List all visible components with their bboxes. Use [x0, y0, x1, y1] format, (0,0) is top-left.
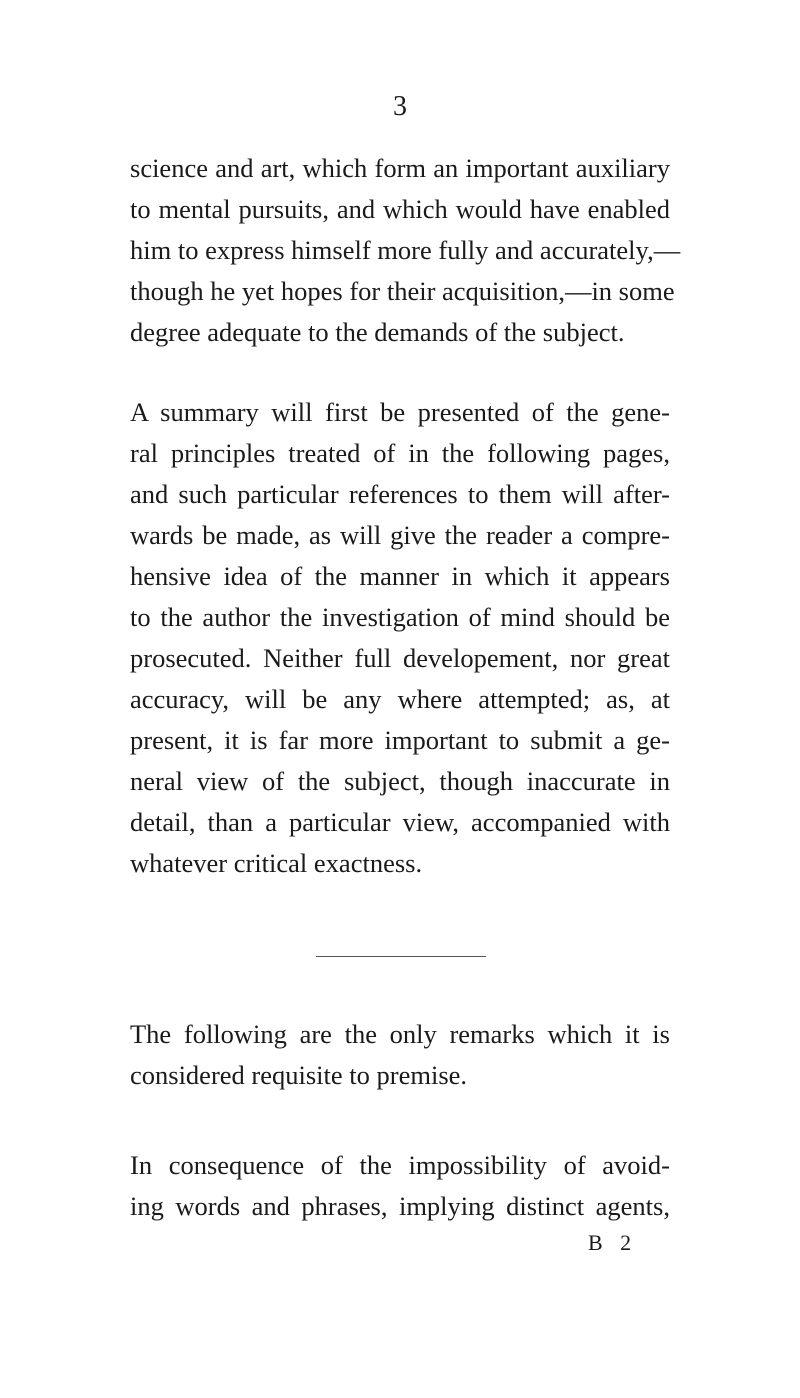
paragraph-4	[130, 1145, 670, 1227]
text-line: ing words and phrases, implying distinct agents,	[130, 1191, 670, 1221]
text-line: though he yet hopes for their acquisition,—in some	[130, 276, 675, 306]
text-line: A summary will first be presented of the gene-	[130, 397, 670, 427]
text-line: whatever critical exactness.	[130, 848, 423, 878]
text-line: detail, than a particular view, accompanied with	[130, 807, 670, 837]
text-line: ral principles treated of in the following pages,	[130, 438, 670, 468]
text-line: and such particular references to them will after-	[130, 479, 670, 509]
text-line: In consequence of the impossibility of avoid-	[130, 1150, 670, 1180]
text-line: accuracy, will be any where attempted; as, at	[130, 684, 670, 714]
text-line: neral view of the subject, though inaccurate in	[130, 766, 670, 796]
paragraph-2	[130, 392, 670, 884]
signature-mark: B 2	[588, 1230, 638, 1255]
page-number: 3	[393, 91, 407, 122]
paragraph-1	[130, 148, 681, 353]
text-line: hensive idea of the manner in which it appears	[130, 561, 670, 591]
text-line: him to express himself more fully and accurately,—	[130, 235, 681, 265]
text-line: considered requisite to premise.	[130, 1060, 468, 1090]
section-divider	[316, 956, 486, 957]
text-line: prosecuted. Neither full developement, nor great	[130, 643, 670, 673]
text-line: wards be made, as will give the reader a compre-	[130, 520, 670, 550]
text-line: to the author the investigation of mind should be	[130, 602, 670, 632]
text-line: science and art, which form an important auxiliary	[130, 153, 670, 183]
text-line: degree adequate to the demands of the subject.	[130, 317, 625, 347]
text-line: present, it is far more important to submit a ge-	[130, 725, 670, 755]
paragraph-3	[130, 1014, 670, 1096]
text-line: The following are the only remarks which it is	[130, 1019, 670, 1049]
text-line: to mental pursuits, and which would have enabled	[130, 194, 670, 224]
